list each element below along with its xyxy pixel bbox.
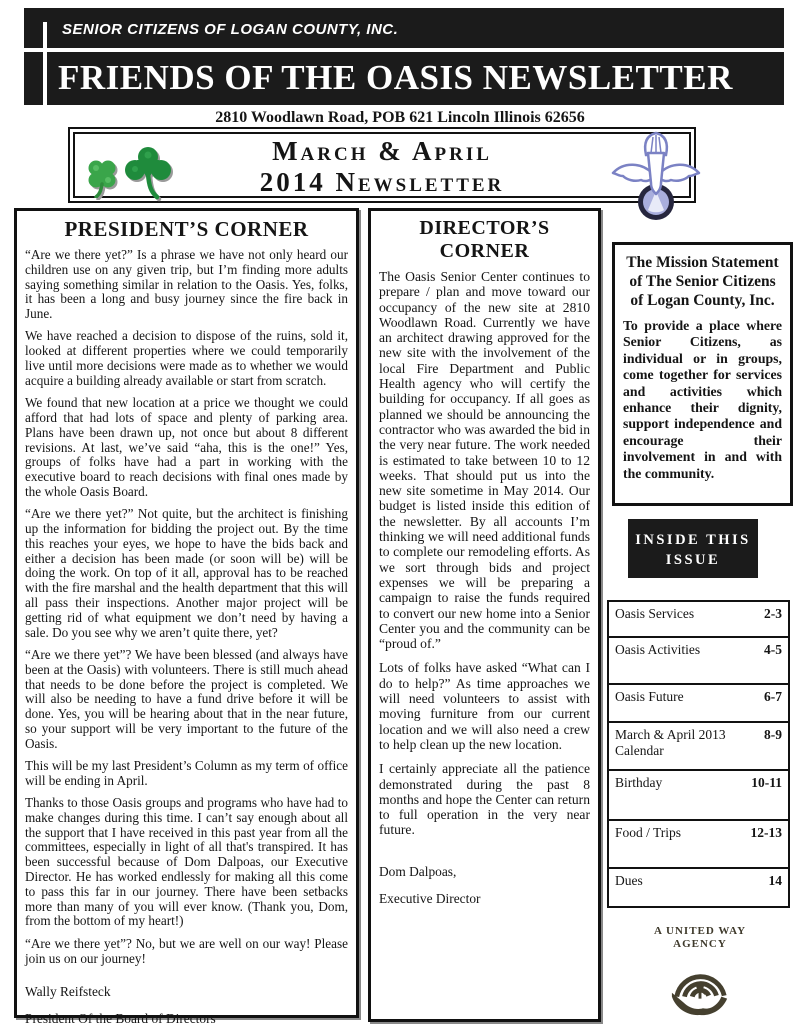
inside-issue-line1: INSIDE THIS (635, 532, 751, 548)
shamrock-icon (123, 144, 173, 205)
four-leaf-clover-icon (85, 156, 119, 203)
president-signature-name: Wally Reifsteck (25, 984, 111, 1000)
address-line: 2810 Woodlawn Road, POB 621 Lincoln Illinois 62656 (215, 109, 585, 126)
mission-heading-line2: of The Senior Citizens of Logan County, Inc. (629, 273, 776, 309)
toc-row (609, 869, 788, 906)
president-signature (25, 984, 348, 1026)
toc-row (609, 602, 788, 638)
directors-corner-heading: DIRECTOR’S CORNER (419, 217, 550, 262)
mission-statement-box (612, 242, 793, 506)
president-paragraph: This will be my last President’s Column as my term of office will be ending in April. (25, 758, 348, 788)
president-paragraph: Thanks to those Oasis groups and programs who have had to make changes during this time. I can’t say enough about all the support that I have received in this past year from all the committees, especially in light of all that's transpired. It has been successful because of Dom Dalpoas, our Executive Director. He has worked endlessly for making all this come to pass this far in our journey. There have been setbacks more than many of you will ever know. (Thank you, Dom, from the bottom of my heart!) (25, 795, 348, 929)
directors-corner-section (368, 208, 601, 1022)
mission-heading-line1: The Mission Statement (626, 254, 779, 271)
toc-pages: 4-5 (764, 642, 782, 657)
toc-label: Oasis Activities (615, 642, 701, 657)
masthead (24, 8, 784, 105)
director-paragraph: The Oasis Senior Center continues to prepare / plan and move toward our occupancy of the new site at 2810 Woodlawn Road. Currently we have an architect drawing approved for the new site with the involvement of the local Fire Department and Public Health agency who will certify the building for occupancy. If all goes as planned we should be announcing the contractor who was awarded the bid in the very near future. The work needed is estimated to take between 10 to 12 weeks. That should put us into the new site sometime in May 2014. Our budget is listed inside this edition of the newsletter. By all accounts I’m thinking we will need additional funds to complete our remodeling efforts. As we sort through bids and project expenses we will be preparing a campaign to raise the funds required to convert our new home into a Senior Center you and the community can be “proud of.” (379, 269, 590, 652)
toc-pages: 10-11 (751, 775, 782, 790)
masthead-horizontal-rule (24, 48, 784, 52)
president-signature-title: President Of the Board of Directors (25, 1011, 216, 1027)
united-way-block (630, 925, 770, 1021)
presidents-corner-heading: PRESIDENT’S CORNER (64, 217, 309, 241)
united-way-line1: A UNITED WAY (653, 925, 747, 937)
toc-label: Food / Trips (615, 825, 682, 840)
toc-row (609, 771, 788, 821)
newsletter-title: FRIENDS OF THE OASIS NEWSLETTER (58, 58, 733, 97)
director-signature-title: Executive Director (379, 890, 481, 906)
president-paragraph: “Are we there yet?” Not quite, but the architect is finishing up the information for bidding the project out. By the time this reaches your eyes, we hope to have the bids back and either a decision has been made (or soon will be) will be doing the work. On top of it all, approval has to be reached with the fire marshal and the health department that this will all pass their inspections. Another major project will be getting rid of what equipment we don’t need by having a sale. Do you see why we aren’t quite there, yet? (25, 506, 348, 640)
toc-label: Oasis Services (615, 606, 695, 621)
mission-heading (623, 253, 782, 310)
issue-banner (68, 127, 696, 203)
toc-pages: 6-7 (764, 689, 782, 704)
issue-month-line: March & April (272, 136, 492, 166)
director-signature-name: Dom Dalpoas, (379, 863, 457, 879)
organization-name: SENIOR CITIZENS OF LOGAN COUNTY, INC. (62, 21, 399, 38)
toc-label: Birthday (615, 775, 663, 790)
mission-body: To provide a place where Senior Citizens, as individual or in groups, come together for services and activities which enhance their dignity, support independence and encourage their involvement in and with the community. (623, 318, 782, 481)
toc-row (609, 685, 788, 723)
toc-row (609, 638, 788, 685)
director-paragraph: Lots of folks have asked “What can I do to help?” As time approaches we will need volunteers to assist with moving furniture from our current location and we will also need a crew to help clean up the new location. (379, 660, 590, 752)
united-way-text (630, 925, 770, 951)
inside-issue-line2: ISSUE (665, 552, 721, 568)
president-paragraph: “Are we there yet”? We have been blessed (and always have been at the Oasis) with volunteers. There is still much ahead that needs to be done before the project is completed. We will also be needing to have a fund drive before it will be done. Yes, you will be hearing about that in the near future, so your support will be very important to the future of the Oasis. (25, 646, 348, 751)
president-paragraph: “Are we there yet?” Is a phrase we have not only heard our children use on any given trip, but I’m finding more adults saying something similar in relation to the Oasis. Yes, folks, it has been a long and busy journey since the fire back in June. (25, 247, 348, 322)
toc-label: Oasis Future (615, 689, 684, 704)
presidents-corner-section (14, 208, 359, 1027)
president-paragraph: We have reached a decision to dispose of the ruins, sold it, looked at different properties where we could temporarily live until more decisions were made as to whether we would acquire a building already available or start from scratch. (25, 328, 348, 388)
toc-pages: 8-9 (764, 727, 782, 742)
president-paragraph: “Are we there yet”? No, but we are well on our way! Please join us on our journey! (25, 935, 348, 966)
inside-this-issue-header (628, 519, 758, 578)
masthead-vertical-rule (43, 22, 47, 105)
president-paragraph: We found that new location at a price we thought we could afford that had lots of space and plenty of parking area. Plans have been drawn up, not once but about 8 different revisions. At last, we’ve said “aha, this is the one!” Yes, groups of folks have had a part in working with the executive board to reach decisions with final ones made by the whole Oasis Board. (25, 395, 348, 499)
director-signature (379, 864, 590, 906)
toc-pages: 2-3 (764, 606, 782, 621)
united-way-line2: AGENCY (673, 938, 727, 950)
dove-icon (610, 131, 702, 228)
toc-row (609, 821, 788, 869)
toc-label: Dues (615, 873, 643, 888)
toc-label: March & April 2013 Calendar (615, 727, 726, 758)
issue-year-line: 2014 Newsletter (259, 167, 505, 197)
toc-pages: 12-13 (750, 825, 782, 840)
director-paragraph: I certainly appreciate all the patience demonstrated during the past 8 months and hope the Center can return to full operation in the very near future. (379, 761, 590, 838)
united-way-logo-icon (630, 954, 770, 1021)
toc-pages: 14 (768, 873, 782, 888)
toc-row (609, 723, 788, 771)
table-of-contents (607, 600, 790, 908)
